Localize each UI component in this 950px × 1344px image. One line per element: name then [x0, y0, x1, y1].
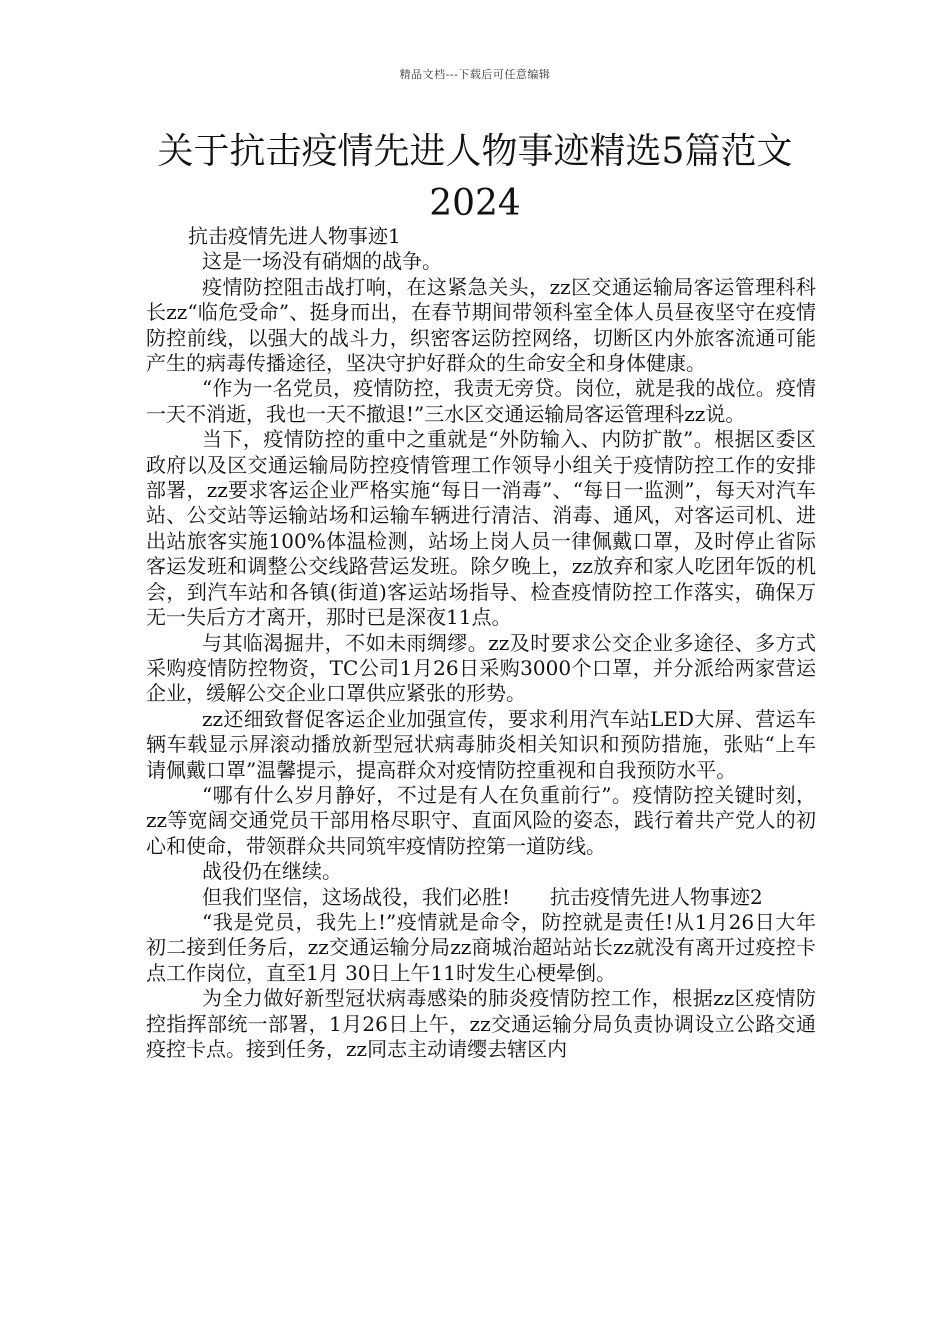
page-header: 精品文档---下载后可任意编辑 [399, 68, 551, 81]
paragraph: 与其临渴掘井，不如未雨绸缪。zz及时要求公交企业多途径、多方式采购疫情防控物资，TC公司1月26日采购3000个口罩，并分派给两家营运企业，缓解公交企业口罩供应紧张的形势。 [146, 630, 816, 706]
paragraph: 战役仍在继续。 [202, 859, 342, 884]
paragraph: “我是党员，我先上!”疫情就是命令，防控就是责任!从1月26日大年初二接到任务后，zz交通运输分局zz商城治超站站长zz就没有离开过疫控卡点工作岗位，直至1月 30日上午11时发生心梗晕倒。 [146, 909, 816, 985]
paragraph: 为全力做好新型冠状病毒感染的肺炎疫情防控工作，根据zz区疫情防控指挥部统一部署，1月26日上午，zz交通运输分局负责协调设立公路交通疫控卡点。接到任务，zz同志主动请缨去辖区内 [146, 986, 816, 1061]
paragraph: zz还细致督促客运企业加强宣传，要求利用汽车站LED大屏、营运车辆车载显示屏滚动播放新型冠状病毒肺炎相关知识和预防措施，张贴“上车请佩戴口罩”温馨提示，提高群众对疫情防控重视和自我预防水平。 [146, 706, 816, 782]
paragraph: 当下，疫情防控的重中之重就是“外防输入、内防扩散”。根据区委区政府以及区交通运输局防控疫情管理工作领导小组关于疫情防控工作的安排部署，zz要求客运企业严格实施“每日一消毒”、“每日一监测”，每天对汽车站、公交站等运输站场和运输车辆进行清洁、消毒、通风，对客运司机、进出站旅客实施100%体温检测，站场上岗人员一律佩戴口罩，及时停止省际客运发班和调整公交线路营运发班。除夕晚上，zz放弃和家人吃团年饭的机会，到汽车站和各镇(街道)客运站场指导、检查疫情防控工作落实，确保万无一失后方才离开，那时已是深夜11点。 [146, 427, 816, 630]
paragraph: 疫情防控阻击战打响，在这紧急关头，zz区交通运输局客运管理科科长zz“临危受命”、挺身而出，在春节期间带领科室全体人员昼夜坚守在疫情防控前线，以强大的战斗力，织密客运防控网络，切断区内外旅客流通可能产生的病毒传播途径，坚决守护好群众的生命安全和身体健康。 [146, 274, 816, 376]
paragraph: “哪有什么岁月静好，不过是有人在负重前行”。疫情防控关键时刻，zz等宽阔交通党员干部用格尽职守、直面风险的姿态，践行着共产党人的初心和使命，带领群众共同筑牢疫情防控第一道防线。 [146, 782, 816, 858]
paragraph: “作为一名党员，疫情防控，我责无旁贷。岗位，就是我的战位。疫情一天不消逝，我也一天不撤退!”三水区交通运输局客运管理科zz说。 [146, 376, 816, 426]
document-title [150, 126, 800, 230]
section-heading: 抗击疫情先进人物事迹1 [188, 224, 401, 248]
document-body [146, 224, 816, 1062]
paragraph: 这是一场没有硝烟的战争。 [202, 249, 442, 274]
title-line-2: 2024 [429, 183, 521, 224]
paragraph: 但我们坚信，这场战役，我们必胜! 抗击疫情先进人物事迹2 [202, 884, 763, 909]
title-line-1: 关于抗击疫情先进人物事迹精选5篇范文 [157, 131, 793, 172]
